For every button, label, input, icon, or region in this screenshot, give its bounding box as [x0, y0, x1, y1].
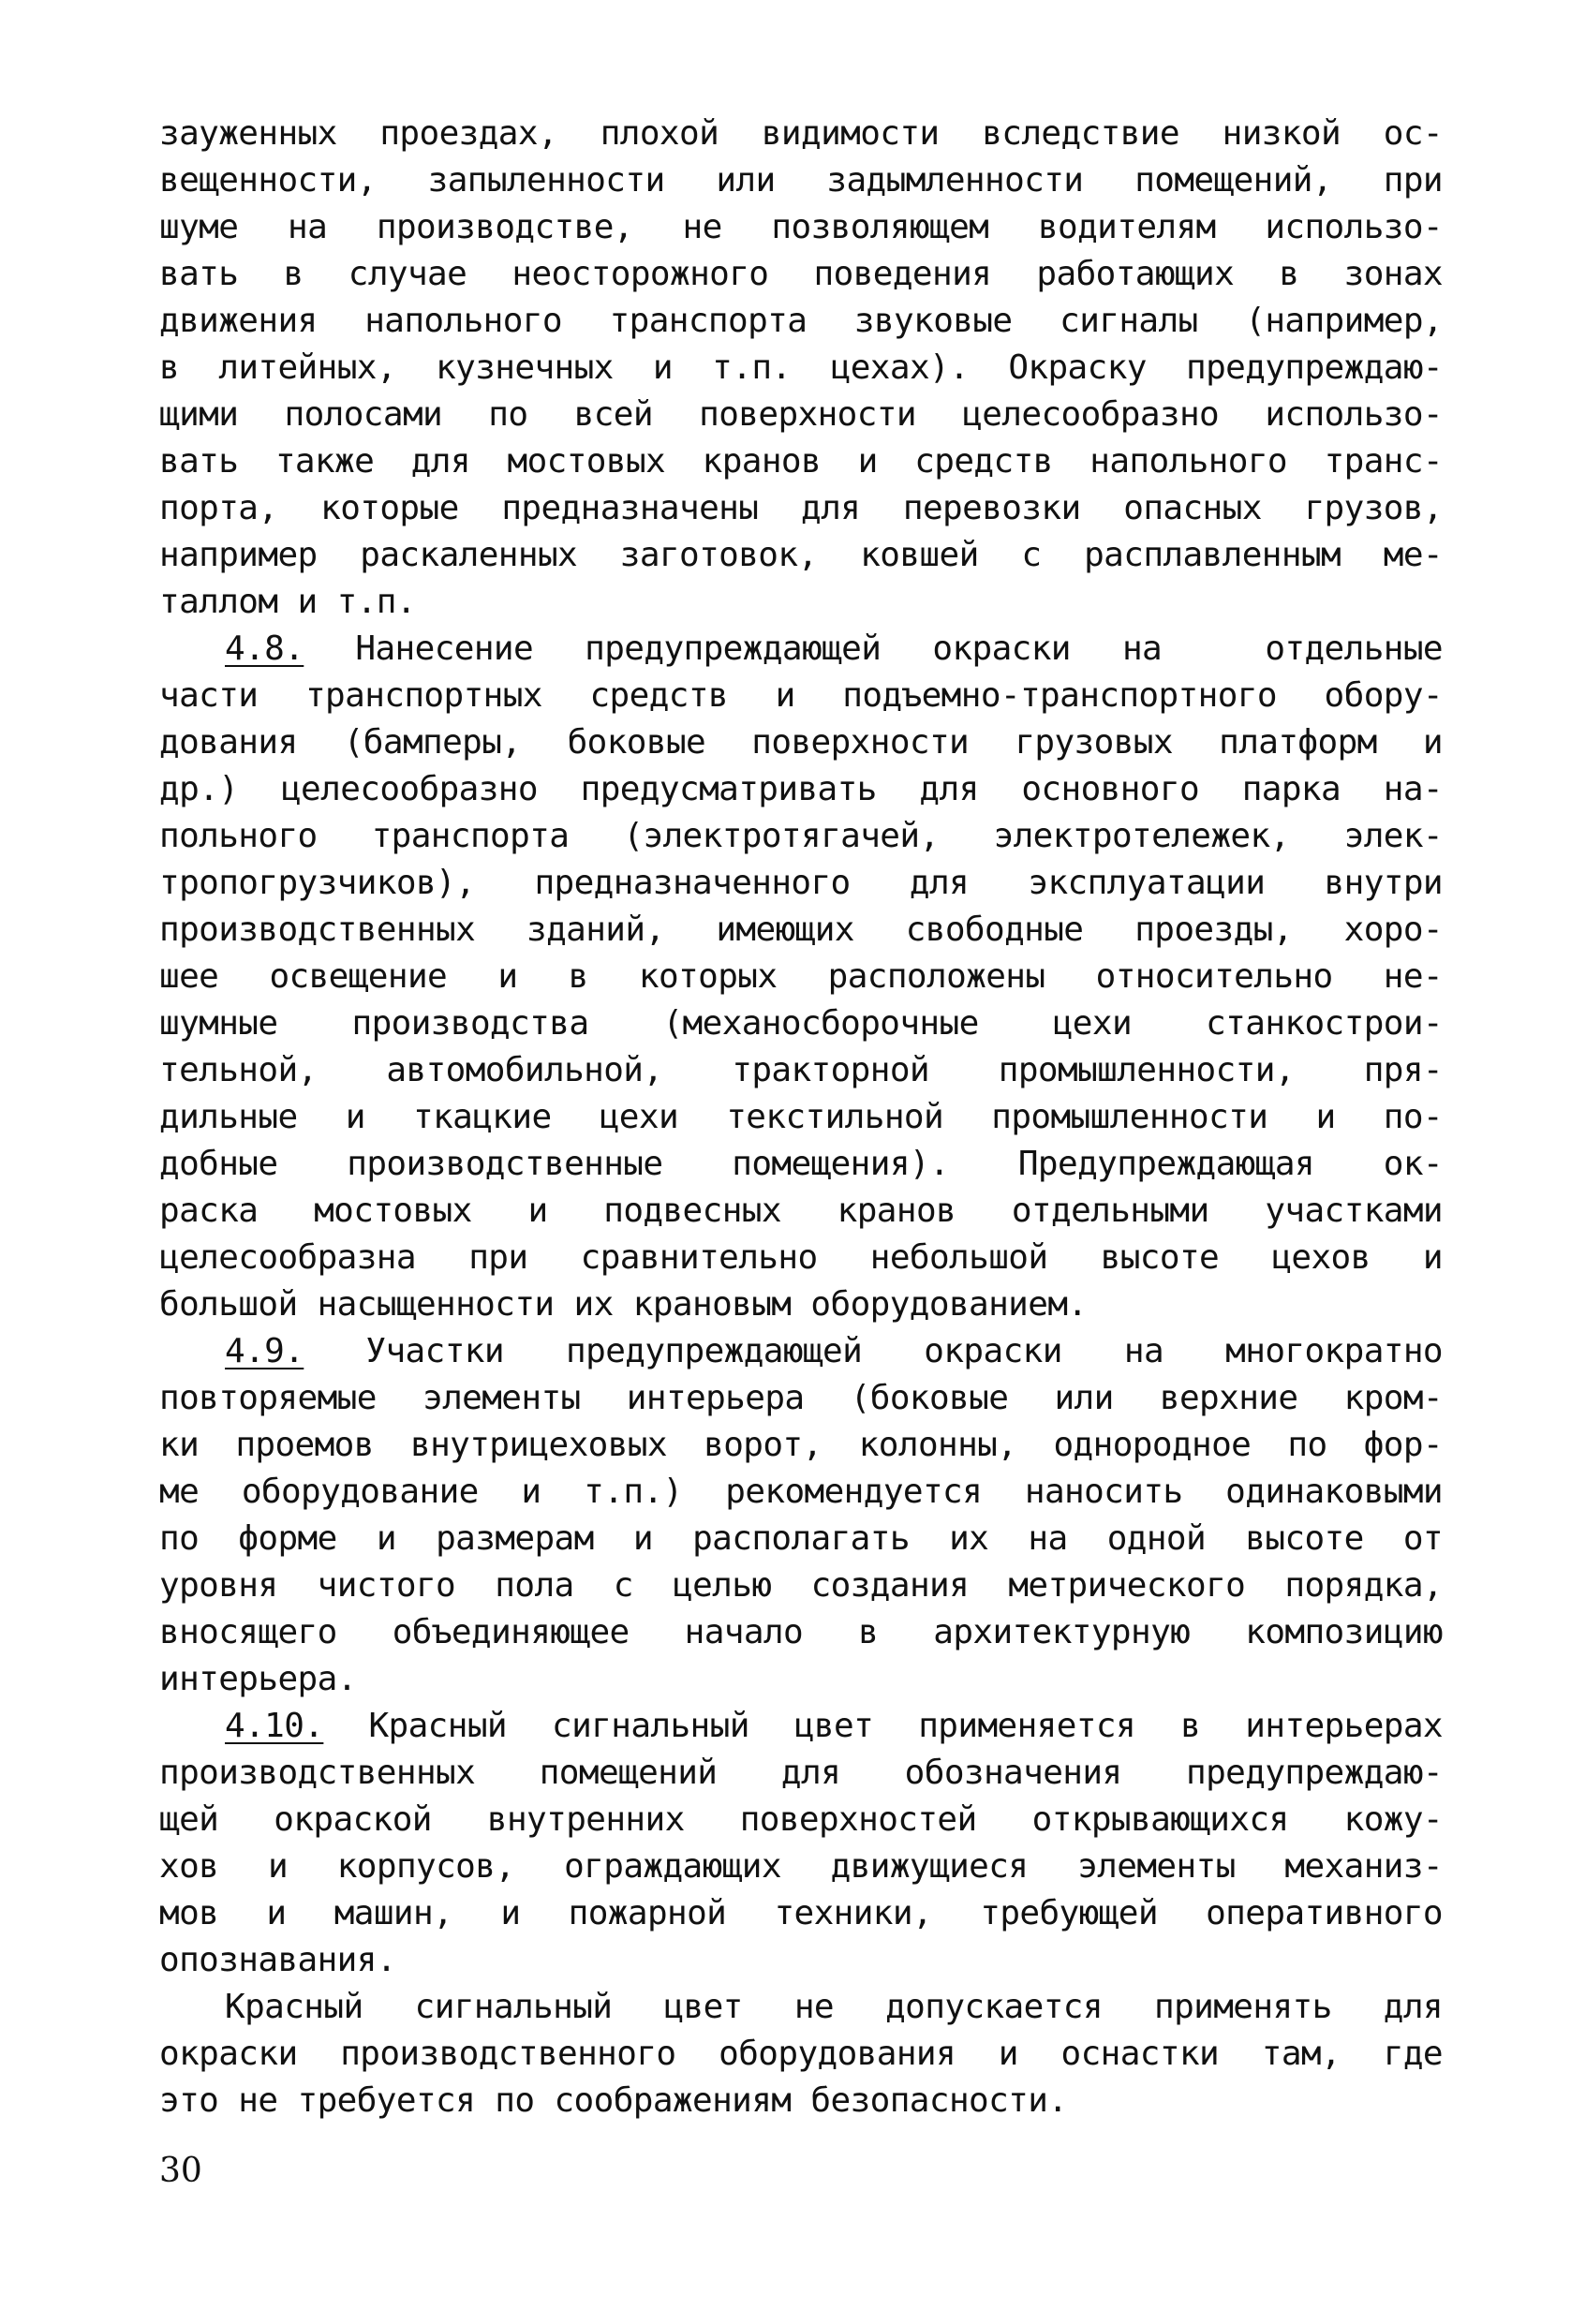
text-line: Красный сигнальный цвет применяется в интерьерах [323, 1707, 1443, 1745]
text-line: дильные и ткацкие цехи текстильной промышленности и по- [159, 1098, 1443, 1136]
text-line: щей окраской внутренних поверхностей открывающихся кожу- [159, 1800, 1443, 1839]
text-line: др.) целесообразно предусматривать для основного парка на- [159, 770, 1443, 808]
text-line: Нанесение предупреждающей окраски на отдельные [304, 629, 1443, 668]
paragraph-4-8 [159, 626, 1443, 1328]
paragraph-4-10 [159, 1703, 1443, 1984]
text-line: части транспортных средств и подъемно-транспортного обору- [159, 676, 1443, 715]
text-line: польного транспорта (электротягачей, электротележек, элек- [159, 817, 1443, 855]
text-line: дования (бамперы, боковые поверхности грузовых платформ и [159, 723, 1443, 762]
text-line: окраски производственного оборудования и оснастки там, где [159, 2035, 1443, 2073]
text-line: уровня чистого пола с целью создания метрического порядка, [159, 1566, 1443, 1605]
text-line: это не требуется по соображениям безопасности. [159, 2081, 1068, 2120]
text-line: мов и машин, и пожарной техники, требующей оперативного [159, 1894, 1443, 1932]
text-line: интерьера. [159, 1660, 357, 1698]
text-line: большой насыщенности их крановым оборудованием. [159, 1285, 1088, 1324]
text-line: тельной, автомобильной, тракторной промышленности, пря- [159, 1051, 1443, 1089]
paragraph-first-line [159, 1703, 1443, 1750]
paragraph-4-9 [159, 1328, 1443, 1703]
text-line: шуме на производстве, не позволяющем водителям использо- [159, 208, 1443, 246]
text-line: по форме и размерам и располагать их на одной высоте от [159, 1519, 1443, 1558]
text-line: Красный сигнальный цвет не допускается применять для [225, 1988, 1443, 2026]
page-number: 30 [159, 2152, 202, 2190]
text-line: шумные производства (механосборочные цехи станкострои- [159, 1004, 1443, 1043]
paragraph-number: 4.8. [225, 629, 304, 668]
text-line: шее освещение и в которых расположены относительно не- [159, 957, 1443, 996]
paragraph-number: 4.10. [225, 1707, 324, 1745]
text-line: целесообразна при сравнительно небольшой высоте цехов и [159, 1238, 1443, 1277]
paragraph-first-line [159, 1984, 1443, 2031]
text-line: вать в случае неосторожного поведения работающих в зонах [159, 255, 1443, 293]
paragraph-first-line [159, 626, 1443, 673]
text-line: порта, которые предназначены для перевозки опасных грузов, [159, 489, 1443, 527]
text-line: Участки предупреждающей окраски на многократно [304, 1332, 1443, 1370]
text-line: щими полосами по всей поверхности целесообразно использо- [159, 395, 1443, 434]
text-line: вать также для мостовых кранов и средств напольного транс- [159, 442, 1443, 481]
text-line: раска мостовых и подвесных кранов отдельными участками [159, 1192, 1443, 1230]
text-line: повторяемые элементы интерьера (боковые или верхние кром- [159, 1379, 1443, 1417]
text-line: тропогрузчиков), предназначенного для эксплуатации внутри [159, 864, 1443, 902]
text-line: опознавания. [159, 1941, 396, 1979]
text-line: вносящего объединяющее начало в архитектурную композицию [159, 1613, 1443, 1651]
paragraph-red-signal [159, 1984, 1443, 2124]
text-line: производственных зданий, имеющих свободные проезды, хоро- [159, 910, 1443, 949]
text-line: хов и корпусов, ограждающих движущиеся элементы механиз- [159, 1847, 1443, 1886]
paragraph-continuation [159, 111, 1443, 626]
text-line: например раскаленных заготовок, ковшей с расплавленным ме- [159, 536, 1443, 574]
text-line: зауженных проездах, плохой видимости вследствие низкой ос- [159, 114, 1443, 153]
text-line: в литейных, кузнечных и т.п. цехах). Окраску предупреждаю- [159, 348, 1443, 387]
paragraph-first-line [159, 1328, 1443, 1375]
text-line: производственных помещений для обозначения предупреждаю- [159, 1754, 1443, 1792]
text-line: таллом и т.п. [159, 583, 416, 621]
text-line: ме оборудование и т.п.) рекомендуется наносить одинаковыми [159, 1473, 1443, 1511]
text-line: добные производственные помещения). Предупреждающая ок- [159, 1145, 1443, 1183]
text-line: движения напольного транспорта звуковые сигналы (например, [159, 302, 1443, 340]
text-line: вещенности, запыленности или задымленности помещений, при [159, 161, 1443, 200]
text-line: ки проемов внутрицеховых ворот, колонны, однородное по фор- [159, 1426, 1443, 1464]
paragraph-number: 4.9. [225, 1332, 304, 1370]
